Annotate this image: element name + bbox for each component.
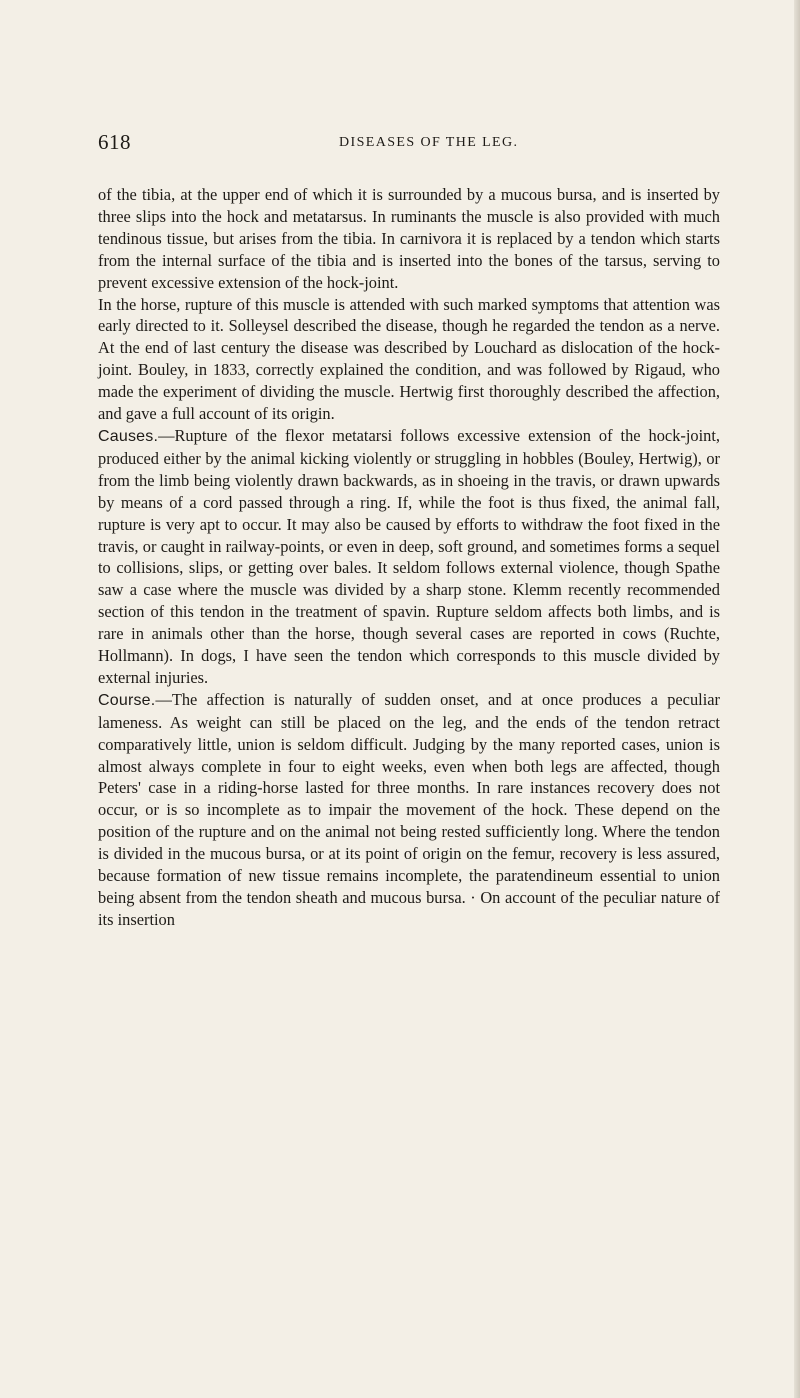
section-heading-course: Course. — [98, 691, 156, 709]
paragraph-course-text: —The affection is naturally of sudden onset, and at once produces a peculiar lameness. As weight can still be placed on the leg, and the ends of the tendon retract comparatively little, union is seldom difficult. Judging by the many reported cases, union is almost always complete in four to eight weeks, even when both legs are affected, though Peters' case in a riding-horse lasted for three months. In rare instances recovery does not occur, or is so incomplete as to impair the movement of the hock. These depend on the position of the rupture and on the animal not being rested sufficiently long. Where the tendon is divided in the mucous bursa, or at its point of origin on the femur, recovery is less assured, because formation of new tissue remains incomplete, the paratendineum essential to union being absent from the tendon sheath and mucous bursa. · On account of the peculiar nature of its insertion — [98, 689, 720, 929]
paragraph-1: of the tibia, at the upper end of which it is surrounded by a mucous bursa, and is inserted by three slips into the hock and metatarsus. In ruminants the muscle is also provided with much tendinous tissue, but arises from the tibia. In carnivora it is replaced by a tendon which starts from the internal surface of the tibia and is inserted into the bones of the tarsus, serving to prevent excessive extension of the hock-joint. — [98, 185, 720, 292]
paragraph-2-text: In the horse, rupture of this muscle is attended with such marked symptoms that attention was early directed to it. Solleysel described the disease, though he regarded the tendon as a nerve. At the end of last century the disease was described by Louchard as dislocation of the hock-joint. Bouley, in 1833, correctly explained the condition, and was followed by Rigaud, who made the experiment of dividing the muscle. Hertwig first thoroughly described the affection, and gave a full account of its origin. — [98, 294, 720, 424]
body-text — [98, 184, 720, 931]
page-header — [98, 130, 718, 160]
paragraph-causes — [98, 425, 720, 689]
page-number: 618 — [98, 130, 131, 154]
paragraph-course — [98, 689, 720, 931]
running-head: DISEASES OF THE LEG. — [339, 135, 519, 150]
page-edge — [794, 0, 800, 1398]
paragraph-2 — [98, 294, 720, 425]
paragraph-causes-text: —Rupture of the flexor metatarsi follows excessive extension of the hock-joint, produced either by the animal kicking violently or struggling in hobbles (Bouley, Hertwig), or from the limb being violently drawn backwards, as in shoeing in the travis, or drawn upwards by means of a cord passed through a ring. If, while the foot is thus fixed, the animal fall, rupture is very apt to occur. It may also be caused by efforts to withdraw the foot fixed in the travis, or caught in railway-points, or even in deep, soft ground, and sometimes forms a sequel to collisions, slips, or getting over bales. It seldom follows external violence, though Spathe saw a case where the muscle was divided by a sharp stone. Klemm recently recommended section of this tendon in the treatment of spavin. Rupture seldom affects both limbs, and is rare in animals other than the horse, though several cases are reported in cows (Ruchte, Hollmann). In dogs, I have seen the tendon which corresponds to this muscle divided by external injuries. — [98, 425, 720, 687]
section-heading-causes: Causes. — [98, 427, 159, 445]
